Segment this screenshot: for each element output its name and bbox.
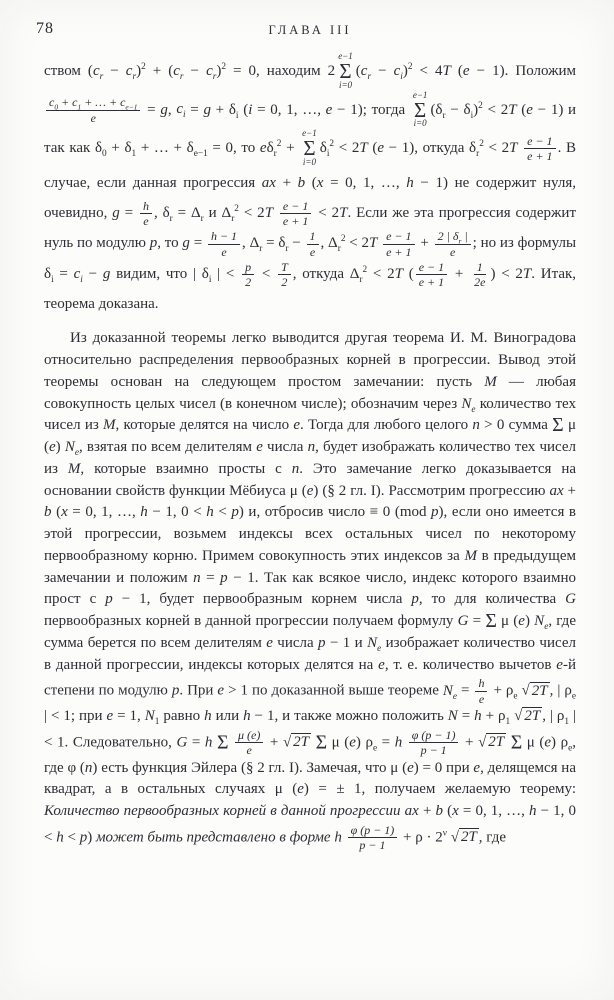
page-header	[36, 14, 576, 52]
page-body	[44, 52, 576, 853]
paragraph-vinogradov-theorem: Из доказанной теоремы легко выводится другая теорема И. М. Виноградова относительно распределения первообразных корней в прогрессии. Вывод этой теоремы основан на следующем простом замечании: пусть M — любая совокупность целых чисел (в конечном числе); обозначим через $N_e$ количество тех чисел из M, которые делятся на число e. Тогда для любого целого n > 0 сумма Σ μ (e) $N_e$, взятая по всем делителям e числа n, будет изображать количество тех чисел из M, которые взаимно просты с n. Это замечание легко доказывается на основании свойств функции Мёбиуса μ (e) (§ 2 гл. I). Рассмотрим прогрессию ax + b (x = 0, 1, …, h − 1, 0 < h < p) и, отбросив число ≡ 0 (mod p), если оно имеется в этой прогрессии, возьмем индексы всех остальных чисел по некоторому первообразному корню. Примем совокупность этих индексов за M в предыдущем замечании и положим n = p − 1. Так как всякое число, индекс которого взаимно прост с p − 1, будет первообразным корнем числа p, то для количества G первообразных корней в данной прогрессии получаем формулу G = Σ μ (e) $N_e$, где сумма берется по всем делителям e числа p − 1 и $N_e$ изображает количество чисел в данной прогрессии, индексы которых делятся на e, т. е. количество вычетов e-й степени по модулю p. При e > 1 по доказанной выше теореме $N_e$ = $\frac{h}{e}$ + $\rho_e$ √ 2T , | $\rho_e$ | < 1; при e = 1, $N_1$ равно h или h − 1, и также можно положить $N = h + \rho_1$ √ 2T , | $\rho_1$ | < 1. Следовательно, G = h Σ $\frac{\mu (e)}{e}$ + √ 2T Σ μ (e) $\rho_e = h$ $\frac{\varphi (p - 1)}{p - 1}$ + √ 2T Σ μ (e) $\rho_e$, где φ (n) есть функция Эйлера (§ 2 гл. I). Замечая, что μ (e) = 0 при e, делящемся на квадрат, а в остальных случаях μ (e) = ± 1, получаем желаемую теорему: Количество первообразных корней в данной прогрессии ax + b (x = 0, 1, …, h − 1, 0 < h < p) может быть представлено в форме h $\frac{\varphi (p - 1)}{p - 1}$ + $\rho \cdot 2^\nu$ √ 2T , где	[44, 330, 577, 853]
chapter-running-head: ГЛАВА III	[268, 23, 352, 37]
page-number: 78	[36, 20, 54, 37]
paragraph-proof-continuation: ством $(c_r - c_r)^2 + (c_r - c_r)^2 = 0$, находим 2 e−1 Σ i=0 $(c_r - c_i)^2 < 4T$ (e − 1). Положим $\frac{c_0 + c_1 + \dots + c_{e-1}}{e}$ = g, $c_i = g + \delta_i$ (i = 0, 1, …, e − 1); тогда e−1 Σ i=0 $(\delta_r - \delta_i)^2 < 2T$ (e − 1) и так как $\delta_0 + \delta_1$ + … + $\delta_{e-1} = 0$, то $e\delta_r^2$ + e−1 Σ i=0 $\delta_i^2 < 2T$ (e − 1), откуда $\delta_r^2 < 2T$ $\frac{e - 1}{e + 1}$ . В случае, если данная прогрессия ax + b (x = 0, 1, …, h − 1) не содержит нуля, очевидно, g = $\frac{h}{e}$ , $\delta_r = \Delta_r$ и $\Delta_r^2 < 2T$ $\frac{e - 1}{e + 1}$ < 2T. Если же эта прогрессия содержит нуль по модулю p, то g = $\frac{h - 1}{e}$ , $\Delta_r = \delta_r$ − $\frac{1}{e}$ , $\Delta_r^2 < 2T$ $\frac{e - 1}{e + 1}$ + $\frac{2 | \delta_r |}{e}$ ; но из формулы $\delta_i = c_i - g$ видим, что | $\delta_i$ | < $\frac{p}{2}$ < $\frac{T}{2}$ , откуда $\Delta_r^2 < 2T$ ( $\frac{e - 1}{e + 1}$ + $\frac{1}{2e}$ ) < 2T. Итак, теорема доказана.	[44, 51, 577, 313]
